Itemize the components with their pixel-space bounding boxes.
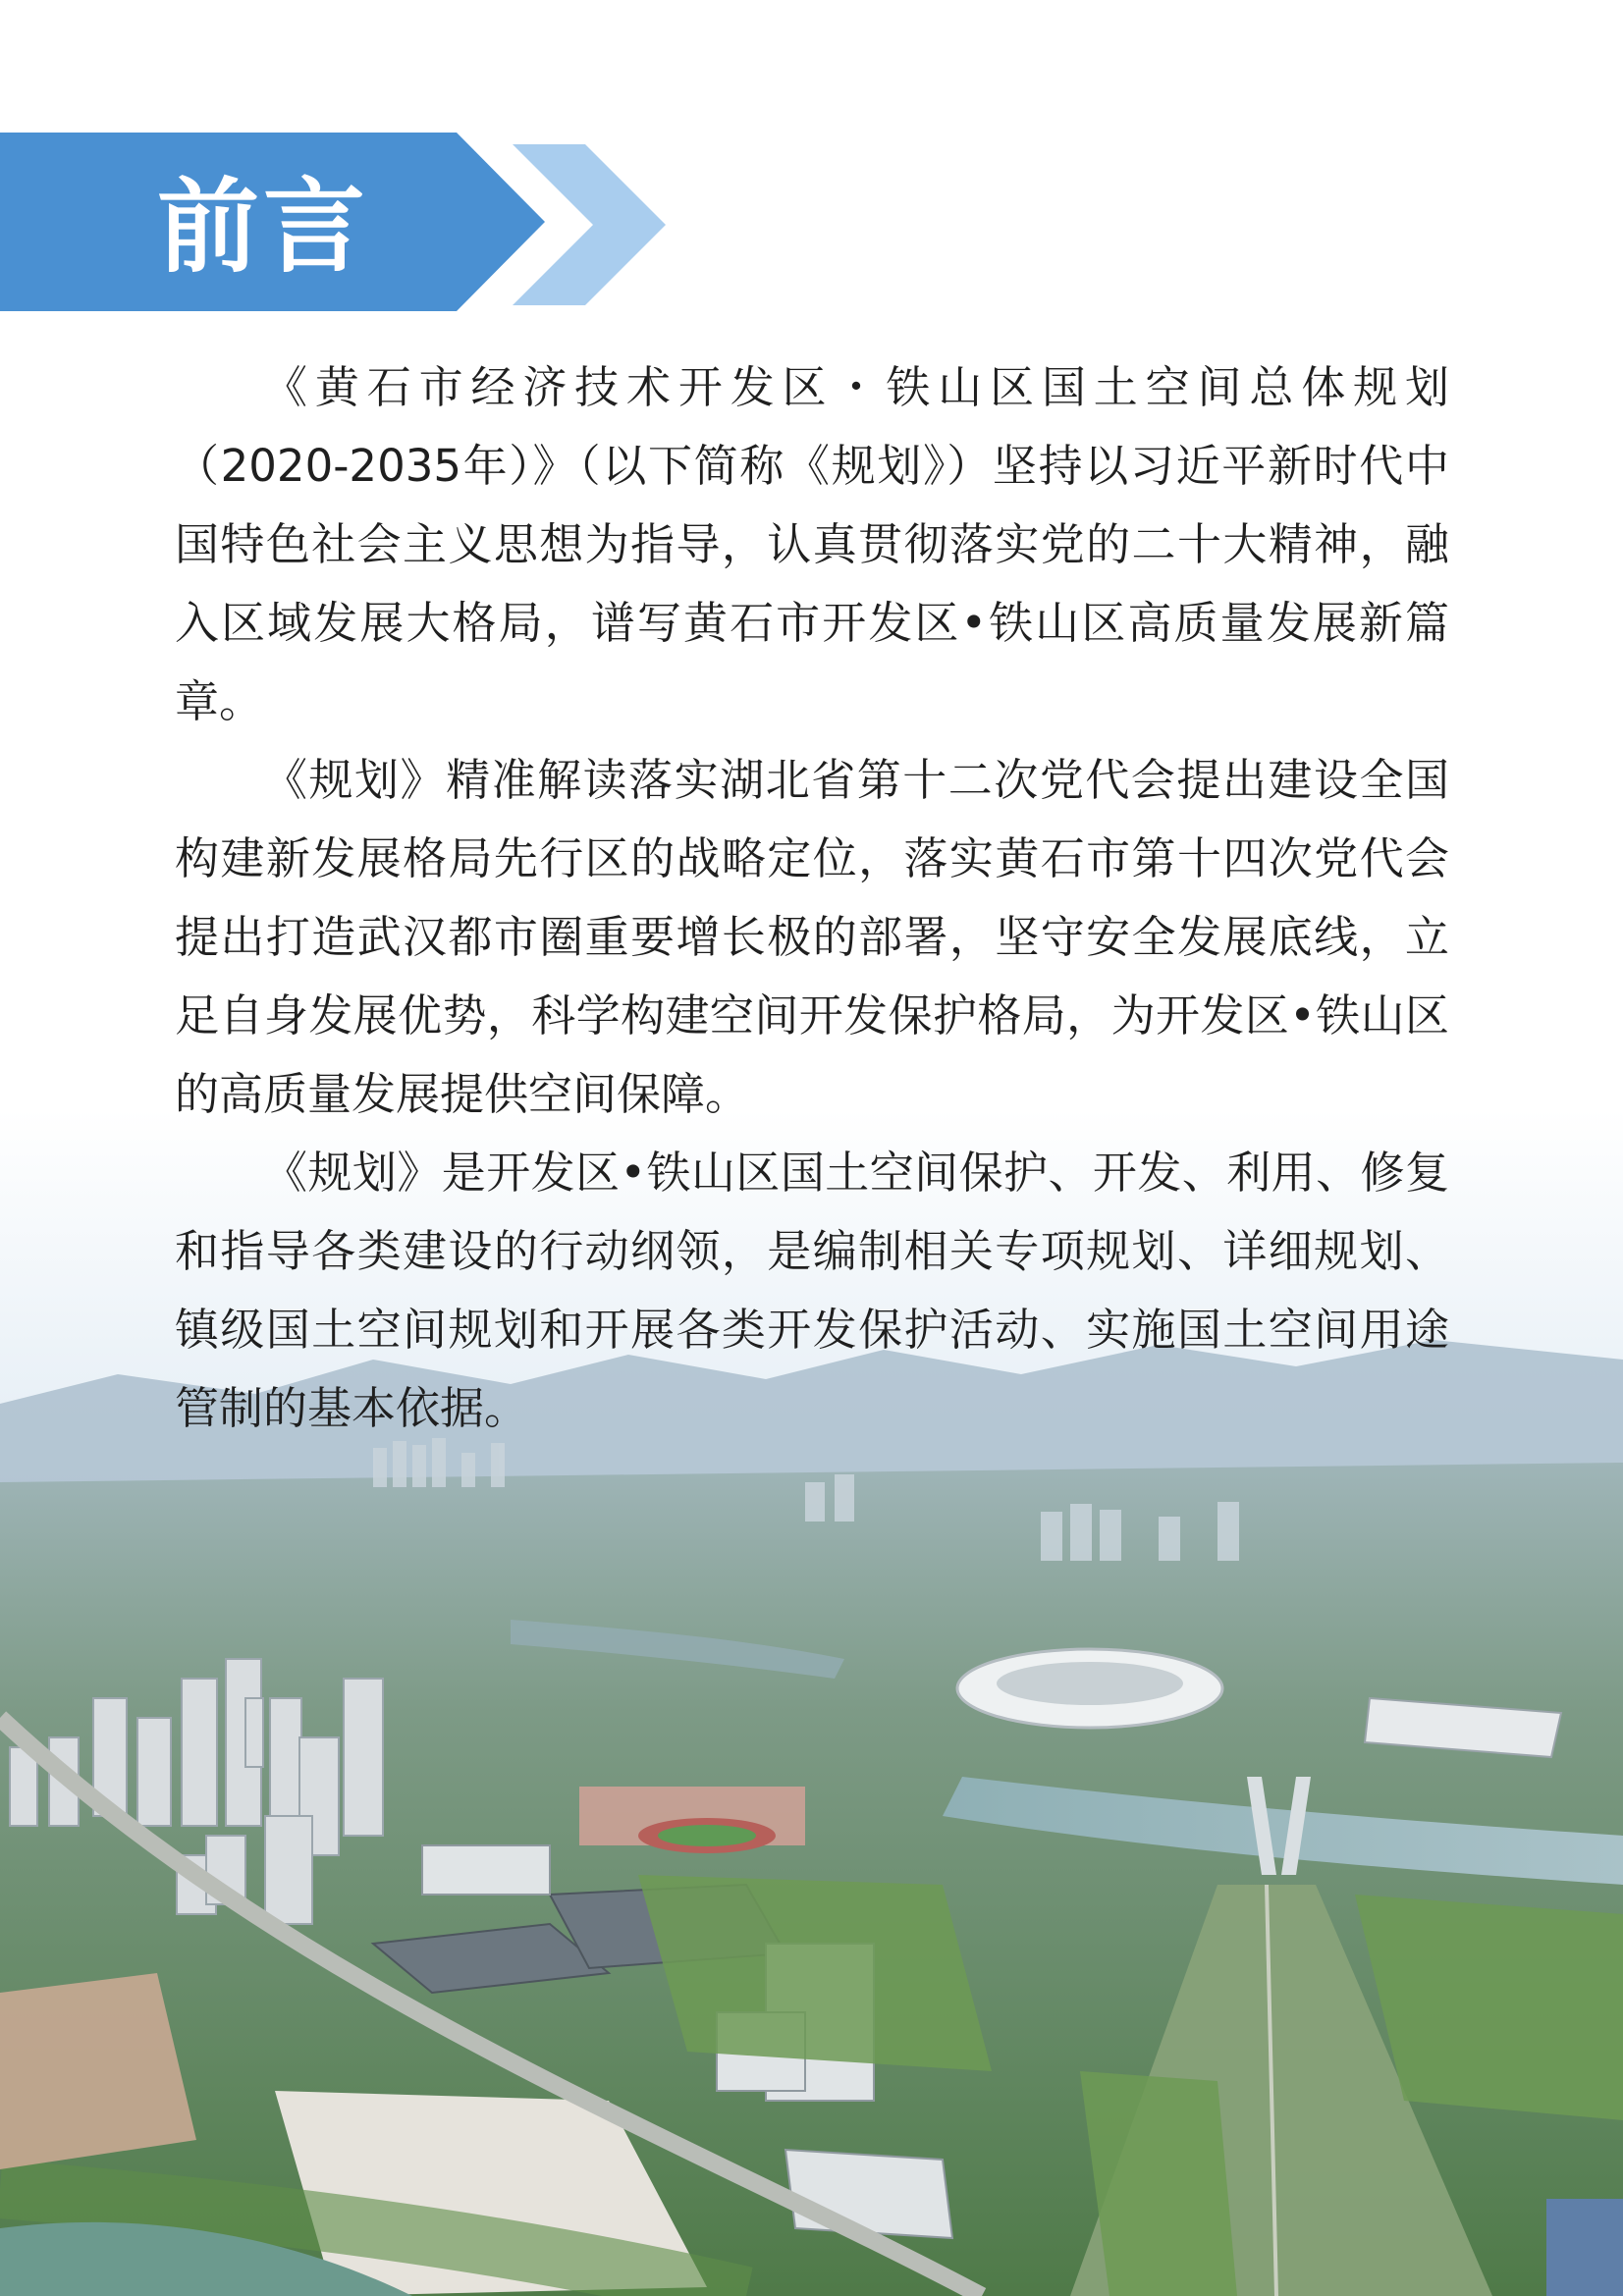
paragraph: 《规划》是开发区•铁山区国土空间保护、开发、利用、修复和指导各类建设的行动纲领，是编制相关专项规划、详细规划、镇级国土空间规划和开展各类开发保护活动、实施国土空间用途管制的基本依据。 <box>175 1147 1449 1434</box>
foreword-body <box>175 348 1449 1448</box>
paragraph: 《黄石市经济技术开发区・铁山区国土空间总体规划（2020-2035年）》（以下简称《规划》）坚持以习近平新时代中国特色社会主义思想为指导，认真贯彻落实党的二十大精神，融入区域发展大格局，谱写黄石市开发区•铁山区高质量发展新篇章。 <box>175 361 1449 727</box>
page-title: 前言 <box>157 167 370 287</box>
paragraph: 《规划》精准解读落实湖北省第十二次党代会提出建设全国构建新发展格局先行区的战略定位，落实黄石市第十四次党代会提出打造武汉都市圈重要增长极的部署，坚守安全发展底线，立足自身发展优势，科学构建空间开发保护格局，为开发区•铁山区的高质量发展提供空间保障。 <box>175 754 1449 1120</box>
